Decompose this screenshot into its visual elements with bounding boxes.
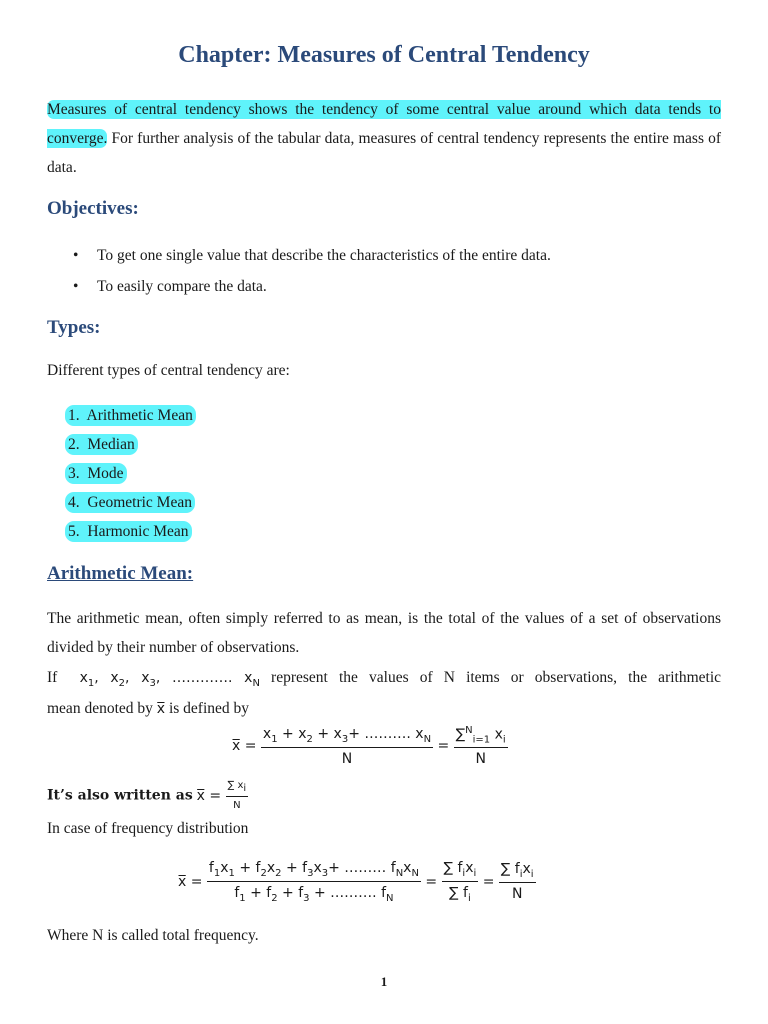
- intro-rest: For further analysis of the tabular data, measures of central tendency represents the entire mass of data.: [47, 130, 721, 176]
- arithmetic-mean-heading: Arithmetic Mean:: [47, 563, 194, 584]
- highlighted-definition: Measures of central tendency shows the tendency of some central value around which data tends to converge.: [47, 101, 721, 147]
- short-mean-formula: x̅ = $\frac{\sum x_i}{N}$: [196, 780, 247, 811]
- also-written-line: It’s also written as x̅ = $\frac{\sum x_i}{N}$: [47, 780, 247, 811]
- list-item: • To get one single value that describe the characteristics of the entire data.: [73, 240, 723, 271]
- arithmetic-mean-if-line: If $x_1$, $x_2$, $x_3$, …………. $x_N$ represent the values of N items or observations, the arithmetic: [47, 669, 722, 689]
- intro-paragraph: [47, 95, 721, 182]
- total-frequency-note: Where N is called total frequency.: [47, 927, 259, 944]
- frequency-mean-formula: x̅ = $\frac{f_1x_1 + f_2x_2 + f_3x_3+ \dots\dots\dots f_Nx_N}{f_1 + f_2 + f_3 + \dots\dots\dots. f_N}$ = $\frac{\sum f_ix_i}{\sum f_i}$ = $\frac{\sum f_ix_i}{N}$: [178, 860, 534, 904]
- xbar-symbol: x̅: [156, 701, 166, 717]
- arithmetic-mean-definition: The arithmetic mean, often simply referred to as mean, is the total of the values of a set of observations divided by their number of observations.: [47, 610, 721, 656]
- list-item: 1. Arithmetic Mean: [65, 401, 196, 430]
- observations-expression: $x_1$, $x_2$, $x_3$, …………. $x_N$: [79, 670, 260, 689]
- types-list: [65, 401, 196, 546]
- page-title: Chapter: Measures of Central Tendency: [178, 42, 590, 68]
- types-lead: Different types of central tendency are:: [47, 362, 290, 379]
- list-item: 3. Mode: [65, 459, 196, 488]
- objectives-list: [73, 240, 723, 302]
- list-item: 2. Median: [65, 430, 196, 459]
- frequency-lead: In case of frequency distribution: [47, 820, 249, 837]
- bullet-icon: •: [73, 278, 79, 295]
- types-heading: Types:: [47, 317, 101, 338]
- list-item: 5. Harmonic Mean: [65, 517, 196, 546]
- list-item: 4. Geometric Mean: [65, 488, 196, 517]
- objectives-heading: Objectives:: [47, 198, 139, 219]
- arithmetic-mean-line2: mean denoted by x̅ is defined by: [47, 700, 250, 717]
- mean-formula: x̅ = $\frac{x_1 + x_2 + x_3+ \dots\dots\dots. x_N}{N}$ = $\frac{\sum^N_{i=1} x_i}{N}$: [232, 725, 506, 768]
- list-item: • To easily compare the data.: [73, 271, 723, 302]
- page-number: 1: [380, 974, 388, 989]
- bullet-icon: •: [73, 247, 79, 264]
